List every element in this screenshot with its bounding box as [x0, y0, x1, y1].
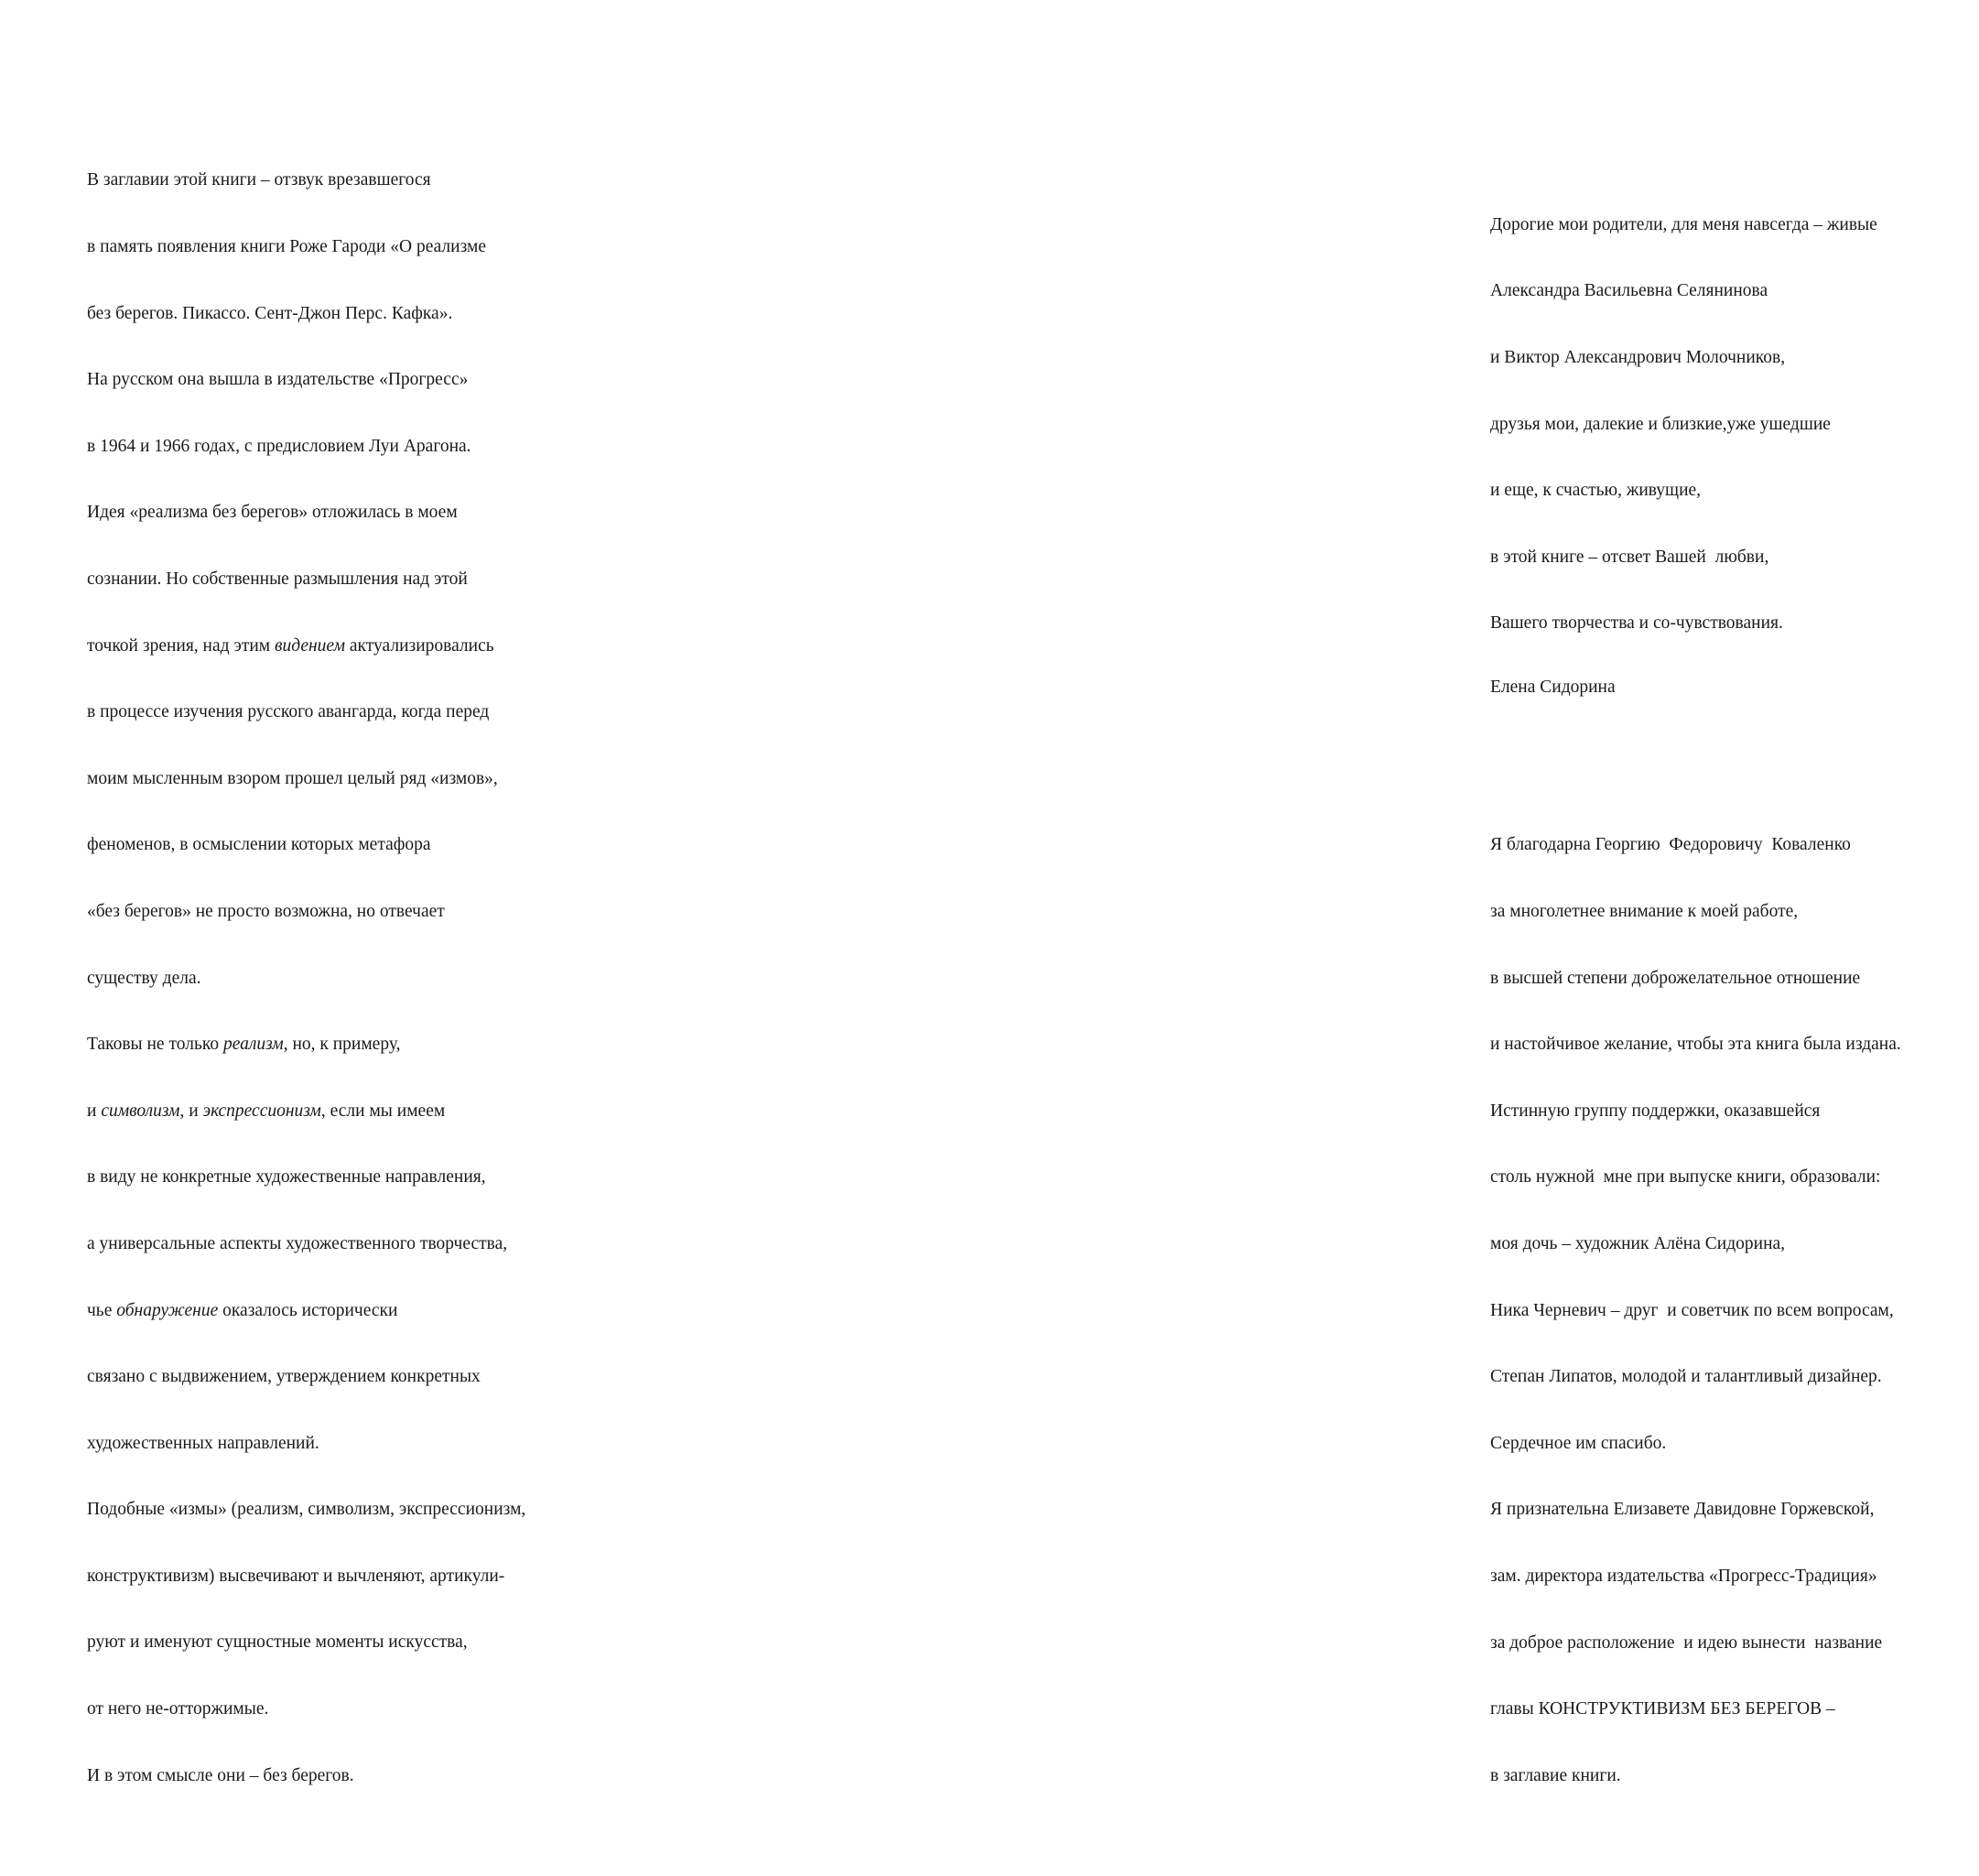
dedication-line: Дорогие мои родители, для меня навсегда – живые	[1490, 214, 1877, 234]
acknowledgement-line: главы КОНСТРУКТИВИЗМ БЕЗ БЕРЕГОВ –	[1490, 1699, 1835, 1719]
text-line: в память появления книги Роже Гароди «О реализме	[87, 237, 487, 256]
acknowledgement-line: столь нужной мне при выпуске книги, образовали:	[1490, 1167, 1881, 1187]
text-line: и символизм, и экспрессионизм, если мы имеем	[87, 1101, 446, 1121]
text-line: И в этом смысле они – без берегов.	[87, 1765, 354, 1785]
italic-word: видением	[275, 635, 346, 656]
text-line: Идея «реализма без берегов» отложилась в моем	[87, 503, 458, 523]
italic-word: экспрессионизм	[202, 1101, 321, 1121]
text-line: от него не-отторжимые.	[87, 1699, 269, 1719]
acknowledgement-line: Истинную группу поддержки, оказавшейся	[1490, 1101, 1821, 1121]
acknowledgement-line: в высшей степени доброжелательное отношение	[1490, 968, 1861, 988]
dedication-line: в этой книге – отсвет Вашей любви,	[1490, 547, 1769, 567]
acknowledgement-line: Я признательна Елизавете Давидовне Горжевской,	[1490, 1500, 1875, 1520]
italic-word: реализм	[222, 1035, 284, 1055]
text-line: На русском она вышла в издательстве «Прогресс»	[87, 370, 469, 390]
dedication-line: и Виктор Александрович Молочников,	[1490, 348, 1786, 367]
author-signature: Елена Сидорина	[1490, 678, 1616, 697]
text-line: в процессе изучения русского авангарда, когда перед	[87, 702, 490, 722]
acknowledgement-line: за доброе расположение и идею вынести название	[1490, 1632, 1883, 1653]
left-page-text	[87, 125, 525, 1831]
dedication-line: Вашего творчества и со-чувствования.	[1490, 613, 1783, 634]
dedication-line: Александра Васильевна Селянинова	[1490, 281, 1768, 301]
dedication-block	[1490, 169, 1901, 679]
text-line: феноменов, в осмыслении которых метафора	[87, 835, 431, 855]
text-line: конструктивизм) высвечивают и вычленяют, артикули-	[87, 1566, 505, 1586]
text-line: сознании. Но собственные размышления над этой	[87, 569, 468, 589]
text-line: руют и именуют сущностные моменты искусства,	[87, 1632, 468, 1653]
acknowledgement-line: Ника Черневич – друг и советчик по всем вопросам,	[1490, 1300, 1894, 1320]
text-line: «без берегов» не просто возможна, но отвечает	[87, 901, 445, 921]
acknowledgement-line: моя дочь – художник Алёна Сидорина,	[1490, 1233, 1786, 1253]
paragraph-gap	[1490, 723, 1901, 745]
acknowledgement-line: Я благодарна Георгию Федоровичу Коваленко	[1490, 835, 1851, 855]
acknowledgement-line: Степан Липатов, молодой и талантливый дизайнер.	[1490, 1367, 1882, 1387]
right-page-text	[1490, 125, 1901, 1876]
acknowledgement-line: в заглавие книги.	[1490, 1765, 1621, 1785]
text-line: моим мысленным взором прошел целый ряд «измов»,	[87, 768, 498, 788]
text-line: художественных направлений.	[87, 1433, 319, 1453]
acknowledgement-line: за многолетнее внимание к моей работе,	[1490, 901, 1799, 921]
italic-word: символизм	[101, 1101, 180, 1121]
text-line: а универсальные аспекты художественного творчества,	[87, 1233, 508, 1253]
text-line: существу дела.	[87, 968, 201, 988]
acknowledgement-line: Сердечное им спасибо.	[1490, 1433, 1667, 1453]
text-line: В заглавии этой книги – отзвук врезавшегося	[87, 170, 431, 190]
text-line: чье обнаружение оказалось исторически	[87, 1300, 398, 1320]
text-line: точкой зрения, над этим видением актуализировались	[87, 635, 494, 656]
text-line: в виду не конкретные художественные направления,	[87, 1167, 486, 1187]
dedication-line: и еще, к счастью, живущие,	[1490, 481, 1702, 501]
acknowledgements-block	[1490, 790, 1901, 1831]
text-line: Подобные «измы» (реализм, символизм, экспрессионизм,	[87, 1500, 526, 1520]
text-line: связано с выдвижением, утверждением конкретных	[87, 1367, 481, 1387]
acknowledgement-line: зам. директора издательства «Прогресс-Традиция»	[1490, 1566, 1877, 1586]
acknowledgement-line: и настойчивое желание, чтобы эта книга была издана.	[1490, 1035, 1901, 1055]
text-line: без берегов. Пикассо. Сент-Джон Перс. Кафка».	[87, 303, 453, 323]
text-line: в 1964 и 1966 годах, с предисловием Луи Арагона.	[87, 436, 471, 456]
italic-word: обнаружение	[116, 1300, 219, 1320]
dedication-line: друзья мои, далекие и близкие,уже ушедшие	[1490, 414, 1831, 434]
text-line: Таковы не только реализм, но, к примеру,	[87, 1035, 401, 1055]
